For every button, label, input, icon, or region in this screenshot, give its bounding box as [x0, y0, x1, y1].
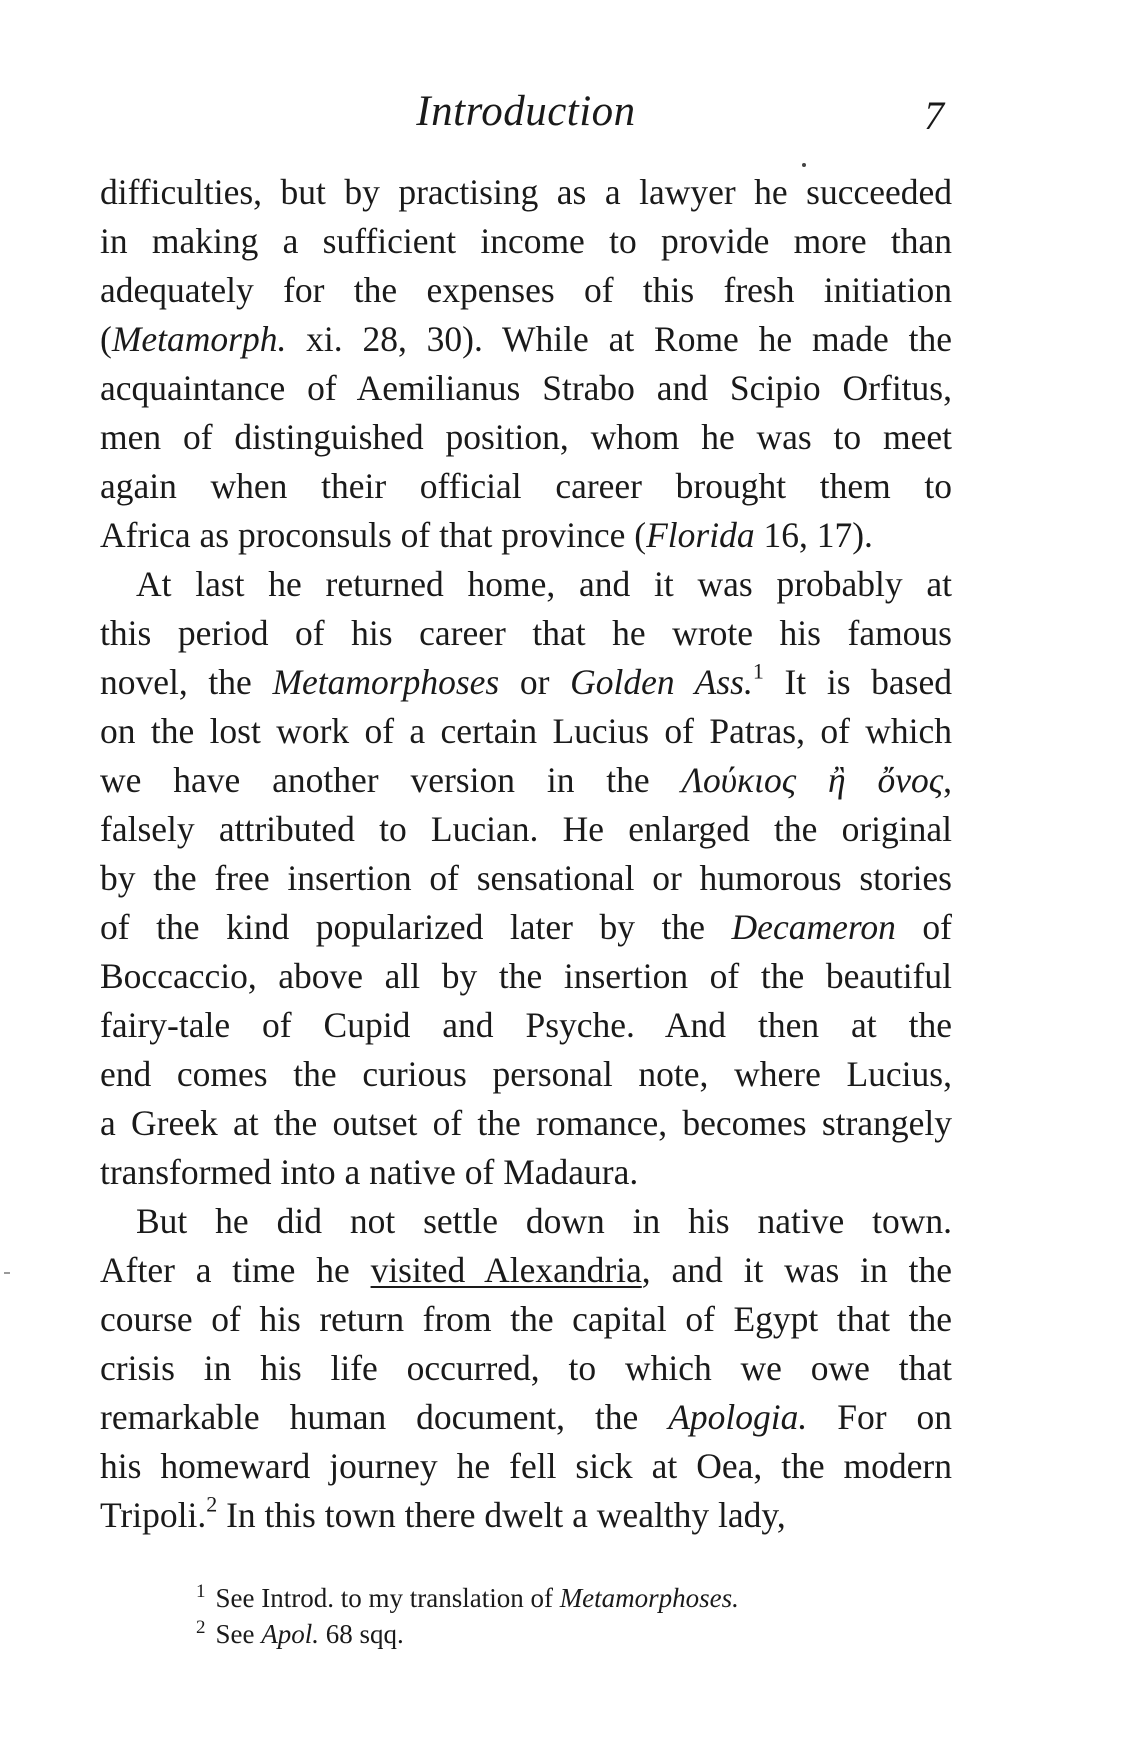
italic-text: Golden Ass.	[570, 662, 753, 702]
text-run: end comes the curious personal note, where Lucius,	[100, 1054, 952, 1094]
text-line	[100, 1148, 952, 1197]
footnote	[196, 1580, 956, 1616]
text-run: this period of his career that he wrote his famous	[100, 613, 952, 653]
text-line	[100, 952, 952, 1001]
text-run: In this town there dwelt a wealthy lady,	[217, 1495, 786, 1535]
text-line	[100, 609, 952, 658]
text-run: we have another version in the	[100, 760, 682, 800]
text-run: again when their official career brought them to	[100, 466, 952, 506]
text-line	[100, 805, 952, 854]
text-run: For on	[807, 1397, 952, 1437]
text-run: (	[100, 319, 112, 359]
italic-text: Metamorphoses	[272, 662, 500, 702]
text-run: remarkable human document, the	[100, 1397, 669, 1437]
running-title: Introduction	[416, 88, 636, 135]
text-run: difficulties, but by practising as a lawyer he succeeded	[100, 172, 952, 212]
italic-text: Metamorphoses.	[559, 1583, 739, 1613]
text-line	[100, 903, 952, 952]
underlined-text: visited Alexandria	[370, 1250, 642, 1290]
text-run: transformed into a native of Madaura.	[100, 1152, 639, 1192]
text-run: adequately for the expenses of this fresh initiation	[100, 270, 952, 310]
paragraph	[100, 1197, 952, 1540]
text-line	[100, 1393, 952, 1442]
text-run: fairy-tale of Cupid and Psyche. And then at the	[100, 1005, 952, 1045]
text-line	[100, 413, 952, 462]
text-run: crisis in his life occurred, to which we owe that	[100, 1348, 952, 1388]
text-run: of	[895, 907, 952, 947]
print-speck	[802, 163, 806, 167]
text-line	[100, 315, 952, 364]
text-line	[100, 658, 952, 707]
text-line	[100, 1344, 952, 1393]
text-line	[100, 511, 952, 560]
text-line	[100, 756, 952, 805]
text-line	[100, 1197, 952, 1246]
text-run: After a time he	[100, 1250, 371, 1290]
text-run: or	[499, 662, 571, 702]
text-run: ,	[943, 760, 952, 800]
text-run: in making a sufficient income to provide more than	[100, 221, 952, 261]
text-line	[100, 854, 952, 903]
body-text	[100, 168, 952, 1540]
paragraph	[100, 168, 952, 560]
text-line	[100, 1001, 952, 1050]
italic-text: Metamorph.	[111, 319, 287, 359]
text-run: a Greek at the outset of the romance, becomes strangely	[100, 1103, 952, 1143]
text-line	[100, 1295, 952, 1344]
text-run: men of distinguished position, whom he was to meet	[100, 417, 952, 457]
footnote	[196, 1616, 956, 1652]
text-run: on the lost work of a certain Lucius of Patras, of which	[100, 711, 952, 751]
text-line	[100, 364, 952, 413]
text-run: novel, the	[100, 662, 273, 702]
paragraph	[100, 560, 952, 1197]
text-line	[100, 1491, 952, 1540]
footnotes	[196, 1580, 956, 1652]
text-run: Tripoli.	[100, 1495, 207, 1535]
text-run: acquaintance of Aemilianus Strabo and Scipio Orfitus,	[100, 368, 952, 408]
text-line	[100, 1099, 952, 1148]
footnote-reference: 2	[206, 1491, 218, 1517]
text-line	[100, 462, 952, 511]
footnote-reference: 1	[752, 658, 764, 684]
margin-mark	[4, 1272, 10, 1274]
text-line	[100, 1442, 952, 1491]
text-run: Africa as proconsuls of that province (	[100, 515, 647, 555]
text-run: But he did not settle down in his native town.	[136, 1201, 952, 1241]
footnote-text: 68 sqq.	[318, 1619, 404, 1649]
text-line	[100, 266, 952, 315]
footnote-text: See Introd. to my translation of	[215, 1583, 560, 1613]
text-run: by the free insertion of sensational or humorous stories	[100, 858, 952, 898]
italic-text: Apologia.	[668, 1397, 808, 1437]
text-line	[100, 707, 952, 756]
text-line	[100, 1246, 952, 1295]
page-number: 7	[924, 93, 944, 138]
italic-text: Decameron	[731, 907, 896, 947]
text-run: course of his return from the capital of Egypt that the	[100, 1299, 952, 1339]
running-head	[100, 82, 952, 142]
text-run: Boccaccio, above all by the insertion of the beautiful	[100, 956, 952, 996]
text-line	[100, 1050, 952, 1099]
footnote-mark: 1	[196, 1580, 206, 1602]
footnote-mark: 2	[196, 1616, 206, 1638]
italic-text: Λούκιος ἢ ὄνος	[681, 760, 944, 800]
footnote-text: See	[215, 1619, 262, 1649]
italic-text: Florida	[646, 515, 755, 555]
text-line	[100, 168, 952, 217]
text-line	[100, 560, 952, 609]
text-run: 16, 17).	[754, 515, 873, 555]
text-run: , and it was in the	[641, 1250, 952, 1290]
text-run: xi. 28, 30). While at Rome he made the	[286, 319, 952, 359]
italic-text: Apol.	[261, 1619, 319, 1649]
text-run: his homeward journey he fell sick at Oea, the modern	[100, 1446, 952, 1486]
text-run: falsely attributed to Lucian. He enlarged the original	[100, 809, 952, 849]
text-run: At last he returned home, and it was probably at	[136, 564, 952, 604]
text-line	[100, 217, 952, 266]
text-run: of the kind popularized later by the	[100, 907, 732, 947]
text-run: It is based	[763, 662, 952, 702]
